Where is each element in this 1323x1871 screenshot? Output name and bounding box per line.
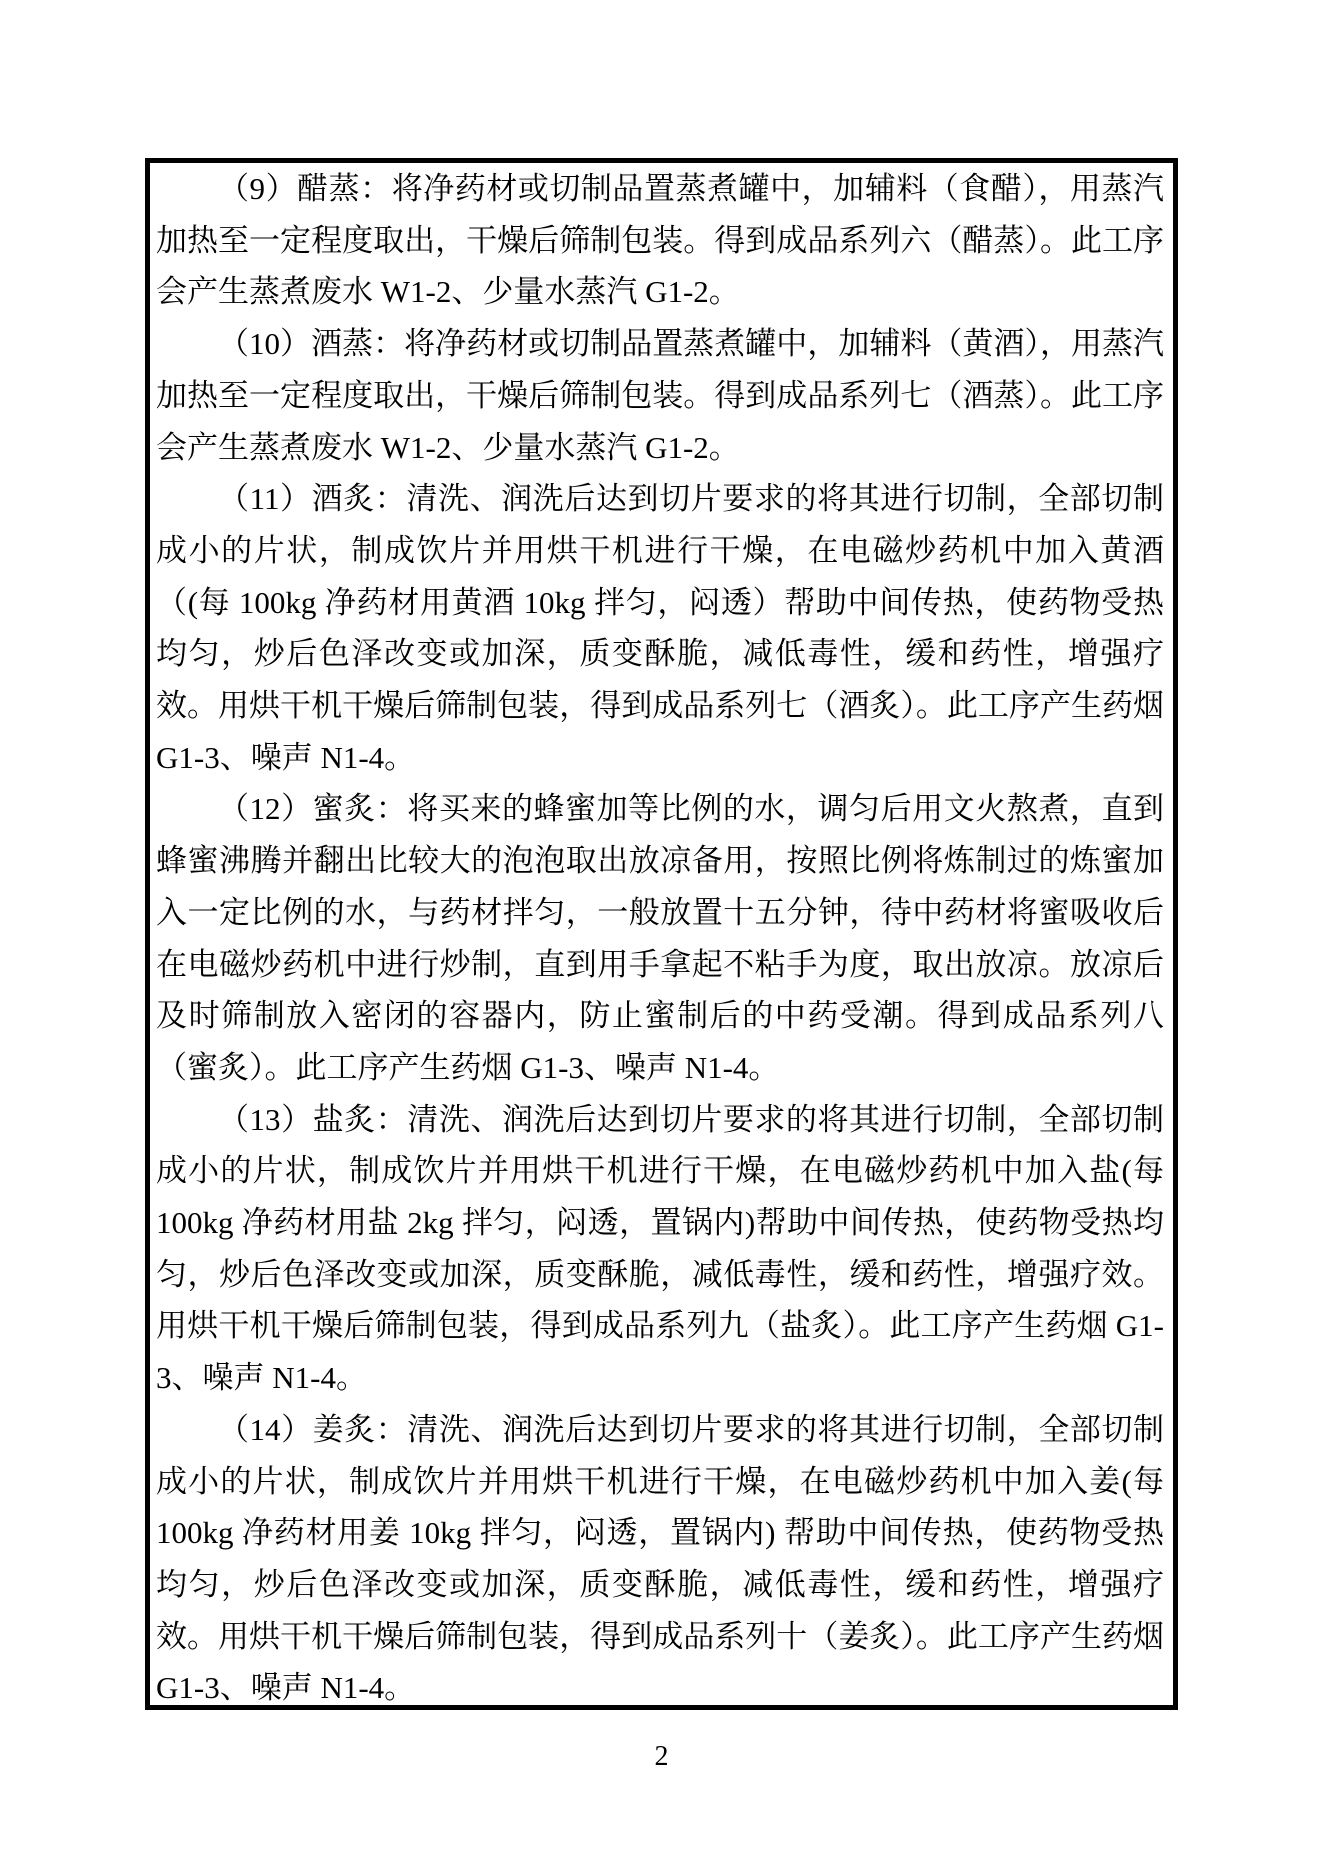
content-border-box	[145, 158, 1178, 1710]
paragraph-step-9: （9）醋蒸：将净药材或切制品置蒸煮罐中，加辅料（食醋），用蒸汽加热至一定程度取出，干燥后筛制包装。得到成品系列六（醋蒸）。此工序会产生蒸煮废水 W1-2、少量水蒸汽 G1-2。	[156, 171, 1164, 310]
paragraph-step-13: （13）盐炙：清洗、润洗后达到切片要求的将其进行切制，全部切制成小的片状，制成饮片并用烘干机进行干燥，在电磁炒药机中加入盐(每 100kg 净药材用盐 2kg 拌匀，闷透，置锅内)帮助中间传热，使药物受热均匀，炒后色泽改变或加深，质变酥脆，减低毒性，缓和药性，增强疗效。用烘干机干燥后筛制包装，得到成品系列九（盐炙）。此工序产生药烟 G1-3、噪声 N1-4。	[156, 1101, 1164, 1396]
paragraph-step-11: （11）酒炙：清洗、润洗后达到切片要求的将其进行切制，全部切制成小的片状，制成饮片并用烘干机进行干燥，在电磁炒药机中加入黄酒（(每 100kg 净药材用黄酒 10kg 拌匀，闷透）帮助中间传热，使药物受热均匀，炒后色泽改变或加深，质变酥脆，减低毒性，缓和药性，增强疗效。用烘干机干燥后筛制包装，得到成品系列七（酒炙）。此工序产生药烟 G1-3、噪声 N1-4。	[156, 481, 1164, 775]
paragraph-step-10: （10）酒蒸：将净药材或切制品置蒸煮罐中，加辅料（黄酒），用蒸汽加热至一定程度取出，干燥后筛制包装。得到成品系列七（酒蒸）。此工序会产生蒸煮废水 W1-2、少量水蒸汽 G1-2。	[156, 326, 1164, 465]
page-number: 2	[654, 1741, 669, 1772]
paragraph-step-14: （14）姜炙：清洗、润洗后达到切片要求的将其进行切制，全部切制成小的片状，制成饮片并用烘干机进行干燥，在电磁炒药机中加入姜(每 100kg 净药材用姜 10kg 拌匀，闷透，置锅内) 帮助中间传热，使药物受热均匀，炒后色泽改变或加深，质变酥脆，减低毒性，缓和药性，增强疗效。用烘干机干燥后筛制包装，得到成品系列十（姜炙）。此工序产生药烟 G1-3、噪声 N1-4。	[156, 1411, 1164, 1706]
paragraph-step-12: （12）蜜炙：将买来的蜂蜜加等比例的水，调匀后用文火熬煮，直到蜂蜜沸腾并翻出比较大的泡泡取出放凉备用，按照比例将炼制过的炼蜜加入一定比例的水，与药材拌匀，一般放置十五分钟，待中药材将蜜吸收后在电磁炒药机中进行炒制，直到用手拿起不粘手为度，取出放凉。放凉后及时筛制放入密闭的容器内，防止蜜制后的中药受潮。得到成品系列八（蜜炙）。此工序产生药烟 G1-3、噪声 N1-4。	[156, 791, 1164, 1085]
